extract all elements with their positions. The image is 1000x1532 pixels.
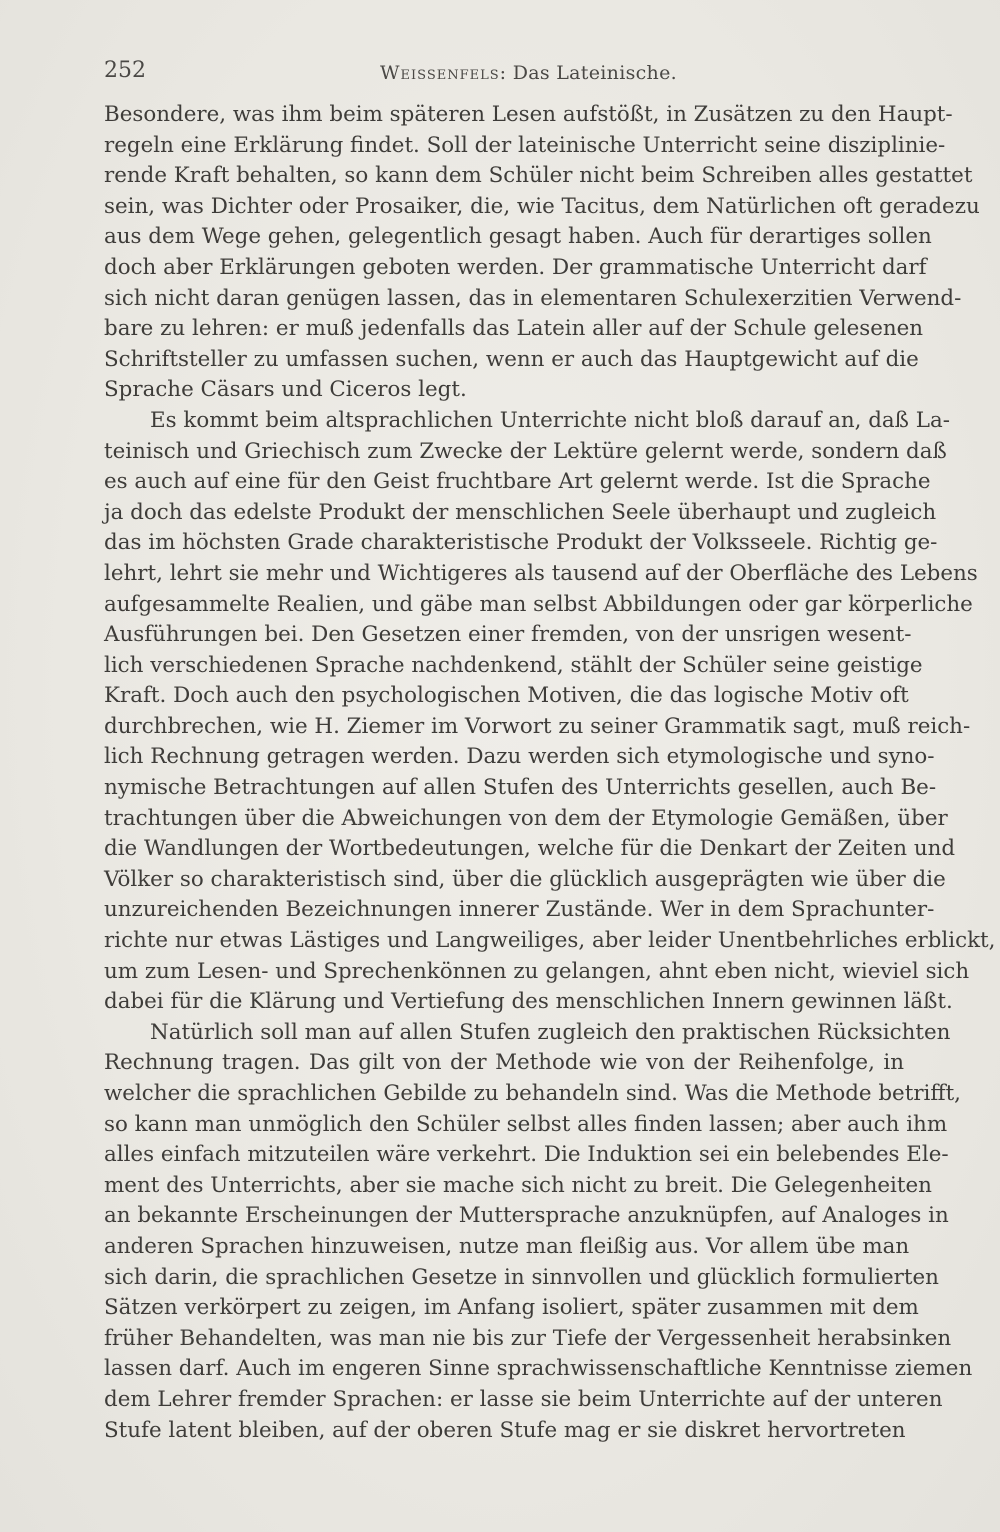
- text-line: Ausführungen bei. Den Gesetzen einer fremden, von der unsrigen wesent-: [104, 622, 912, 648]
- text-line: teinisch und Griechisch zum Zwecke der Lektüre gelernt werde, sondern daß: [104, 438, 947, 464]
- text-line: doch aber Erklärungen geboten werden. Der grammatische Unterricht darf: [104, 254, 927, 280]
- text-line: durchbrechen, wie H. Ziemer im Vorwort zu seiner Grammatik sagt, muß reich-: [104, 713, 971, 739]
- text-line: trachtungen über die Abweichungen von dem der Etymologie Gemäßen, über: [104, 805, 948, 831]
- text-line: die Wandlungen der Wortbedeutungen, welche für die Denkart der Zeiten und: [104, 836, 956, 862]
- text-line: unzureichenden Bezeichnungen innerer Zustände. Wer in dem Sprachunter-: [104, 897, 935, 923]
- text-line: sich nicht daran genügen lassen, das in elementaren Schulexerzitien Verwend-: [104, 285, 962, 311]
- text-line: Es kommt beim altsprachlichen Unterrichte nicht bloß darauf an, daß La-: [150, 407, 950, 433]
- text-line: Völker so charakteristisch sind, über die glücklich ausgeprägten wie über die: [104, 866, 946, 892]
- running-head: [380, 62, 677, 84]
- text-line: nymische Betrachtungen auf allen Stufen des Unterrichts gesellen, auch Be-: [104, 775, 937, 801]
- text-line: anderen Sprachen hinzuweisen, nutze man fleißig aus. Vor allem übe man: [104, 1233, 910, 1259]
- text-line: Kraft. Doch auch den psychologischen Motiven, die das logische Motiv oft: [104, 683, 909, 709]
- text-line: alles einfach mitzuteilen wäre verkehrt. Die Induktion sei ein belebendes Ele-: [104, 1142, 949, 1168]
- text-line: an bekannte Erscheinungen der Muttersprache anzuknüpfen, auf Analoges in: [104, 1203, 949, 1229]
- text-line: Stufe latent bleiben, auf der oberen Stufe mag er sie diskret hervortreten: [104, 1417, 906, 1443]
- text-line: Besondere, was ihm beim späteren Lesen aufstößt, in Zusätzen zu den Haupt-: [104, 102, 953, 127]
- text-line: es auch auf eine für den Geist fruchtbare Art gelernt werde. Ist die Sprache: [104, 469, 931, 495]
- text-line: Sätzen verkörpert zu zeigen, im Anfang isoliert, später zusammen mit dem: [104, 1295, 919, 1321]
- text-line: lich verschiedenen Sprache nachdenkend, stählt der Schüler seine geistige: [104, 652, 923, 678]
- text-line: das im höchsten Grade charakteristische Produkt der Volksseele. Richtig ge-: [104, 530, 938, 556]
- text-line: Natürlich soll man auf allen Stufen zugleich den praktischen Rücksichten: [150, 1019, 951, 1045]
- paragraph: [104, 406, 996, 1018]
- text-line: aufgesammelte Realien, und gäbe man selbst Abbildungen oder gar körperliche: [104, 591, 973, 617]
- running-head-separator: :: [499, 62, 507, 84]
- text-line: lehrt, lehrt sie mehr und Wichtigeres als tausend auf der Oberfläche des Lebens: [104, 560, 978, 586]
- text-line: bare zu lehren: er muß jedenfalls das Latein aller auf der Schule gelesenen: [104, 316, 924, 342]
- text-line: ja doch das edelste Produkt der menschlichen Seele überhaupt und zugleich: [104, 499, 937, 525]
- text-line: lassen darf. Auch im engeren Sinne sprachwissenschaftliche Kenntnisse ziemen: [104, 1356, 973, 1382]
- text-line: sich darin, die sprachlichen Gesetze in sinnvollen und glücklich formulierten: [104, 1264, 939, 1290]
- paragraph: [104, 100, 980, 406]
- text-line: rende Kraft behalten, so kann dem Schüler nicht beim Schreiben alles gestattet: [104, 163, 973, 189]
- page-header: [104, 58, 904, 90]
- text-line: regeln eine Erklärung findet. Soll der lateinische Unterricht seine disziplinie-: [104, 132, 946, 158]
- body-text: [104, 100, 996, 1446]
- text-line: Sprache Cäsars und Ciceros legt.: [104, 377, 467, 403]
- text-line: um zum Lesen- und Sprechenkönnen zu gelangen, ahnt eben nicht, wieviel sich: [104, 958, 970, 984]
- text-line: Rechnung tragen. Das gilt von der Methode wie von der Reihenfolge, in: [104, 1050, 904, 1076]
- text-line: Schriftsteller zu umfassen suchen, wenn er auch das Hauptgewicht auf die: [104, 346, 919, 372]
- text-line: richte nur etwas Lästiges und Langweiliges, aber leider Unentbehrliches erblickt,: [104, 928, 996, 954]
- text-line: früher Behandelten, was man nie bis zur Tiefe der Vergessenheit herabsinken: [104, 1325, 952, 1351]
- text-line: dabei für die Klärung und Vertiefung des menschlichen Innern gewinnen läßt.: [104, 989, 953, 1015]
- text-line: welcher die sprachlichen Gebilde zu behandeln sind. Was die Methode betrifft,: [104, 1081, 961, 1106]
- text-line: sein, was Dichter oder Prosaiker, die, wie Tacitus, dem Natürlichen oft geradezu: [104, 193, 980, 219]
- page-number: 252: [104, 58, 146, 83]
- text-line: dem Lehrer fremder Sprachen: er lasse sie beim Unterrichte auf der unteren: [104, 1386, 943, 1412]
- running-head-author: Weissenfels: [380, 62, 500, 84]
- running-head-title: Das Lateinische.: [512, 62, 677, 84]
- text-line: aus dem Wege gehen, gelegentlich gesagt haben. Auch für derartiges sollen: [104, 224, 932, 250]
- paragraph: [104, 1018, 973, 1446]
- text-line: so kann man unmöglich den Schüler selbst alles finden lassen; aber auch ihm: [104, 1111, 948, 1137]
- text-line: lich Rechnung getragen werden. Dazu werden sich etymologische und syno-: [104, 744, 935, 770]
- text-line: ment des Unterrichts, aber sie mache sich nicht zu breit. Die Gelegenheiten: [104, 1172, 932, 1198]
